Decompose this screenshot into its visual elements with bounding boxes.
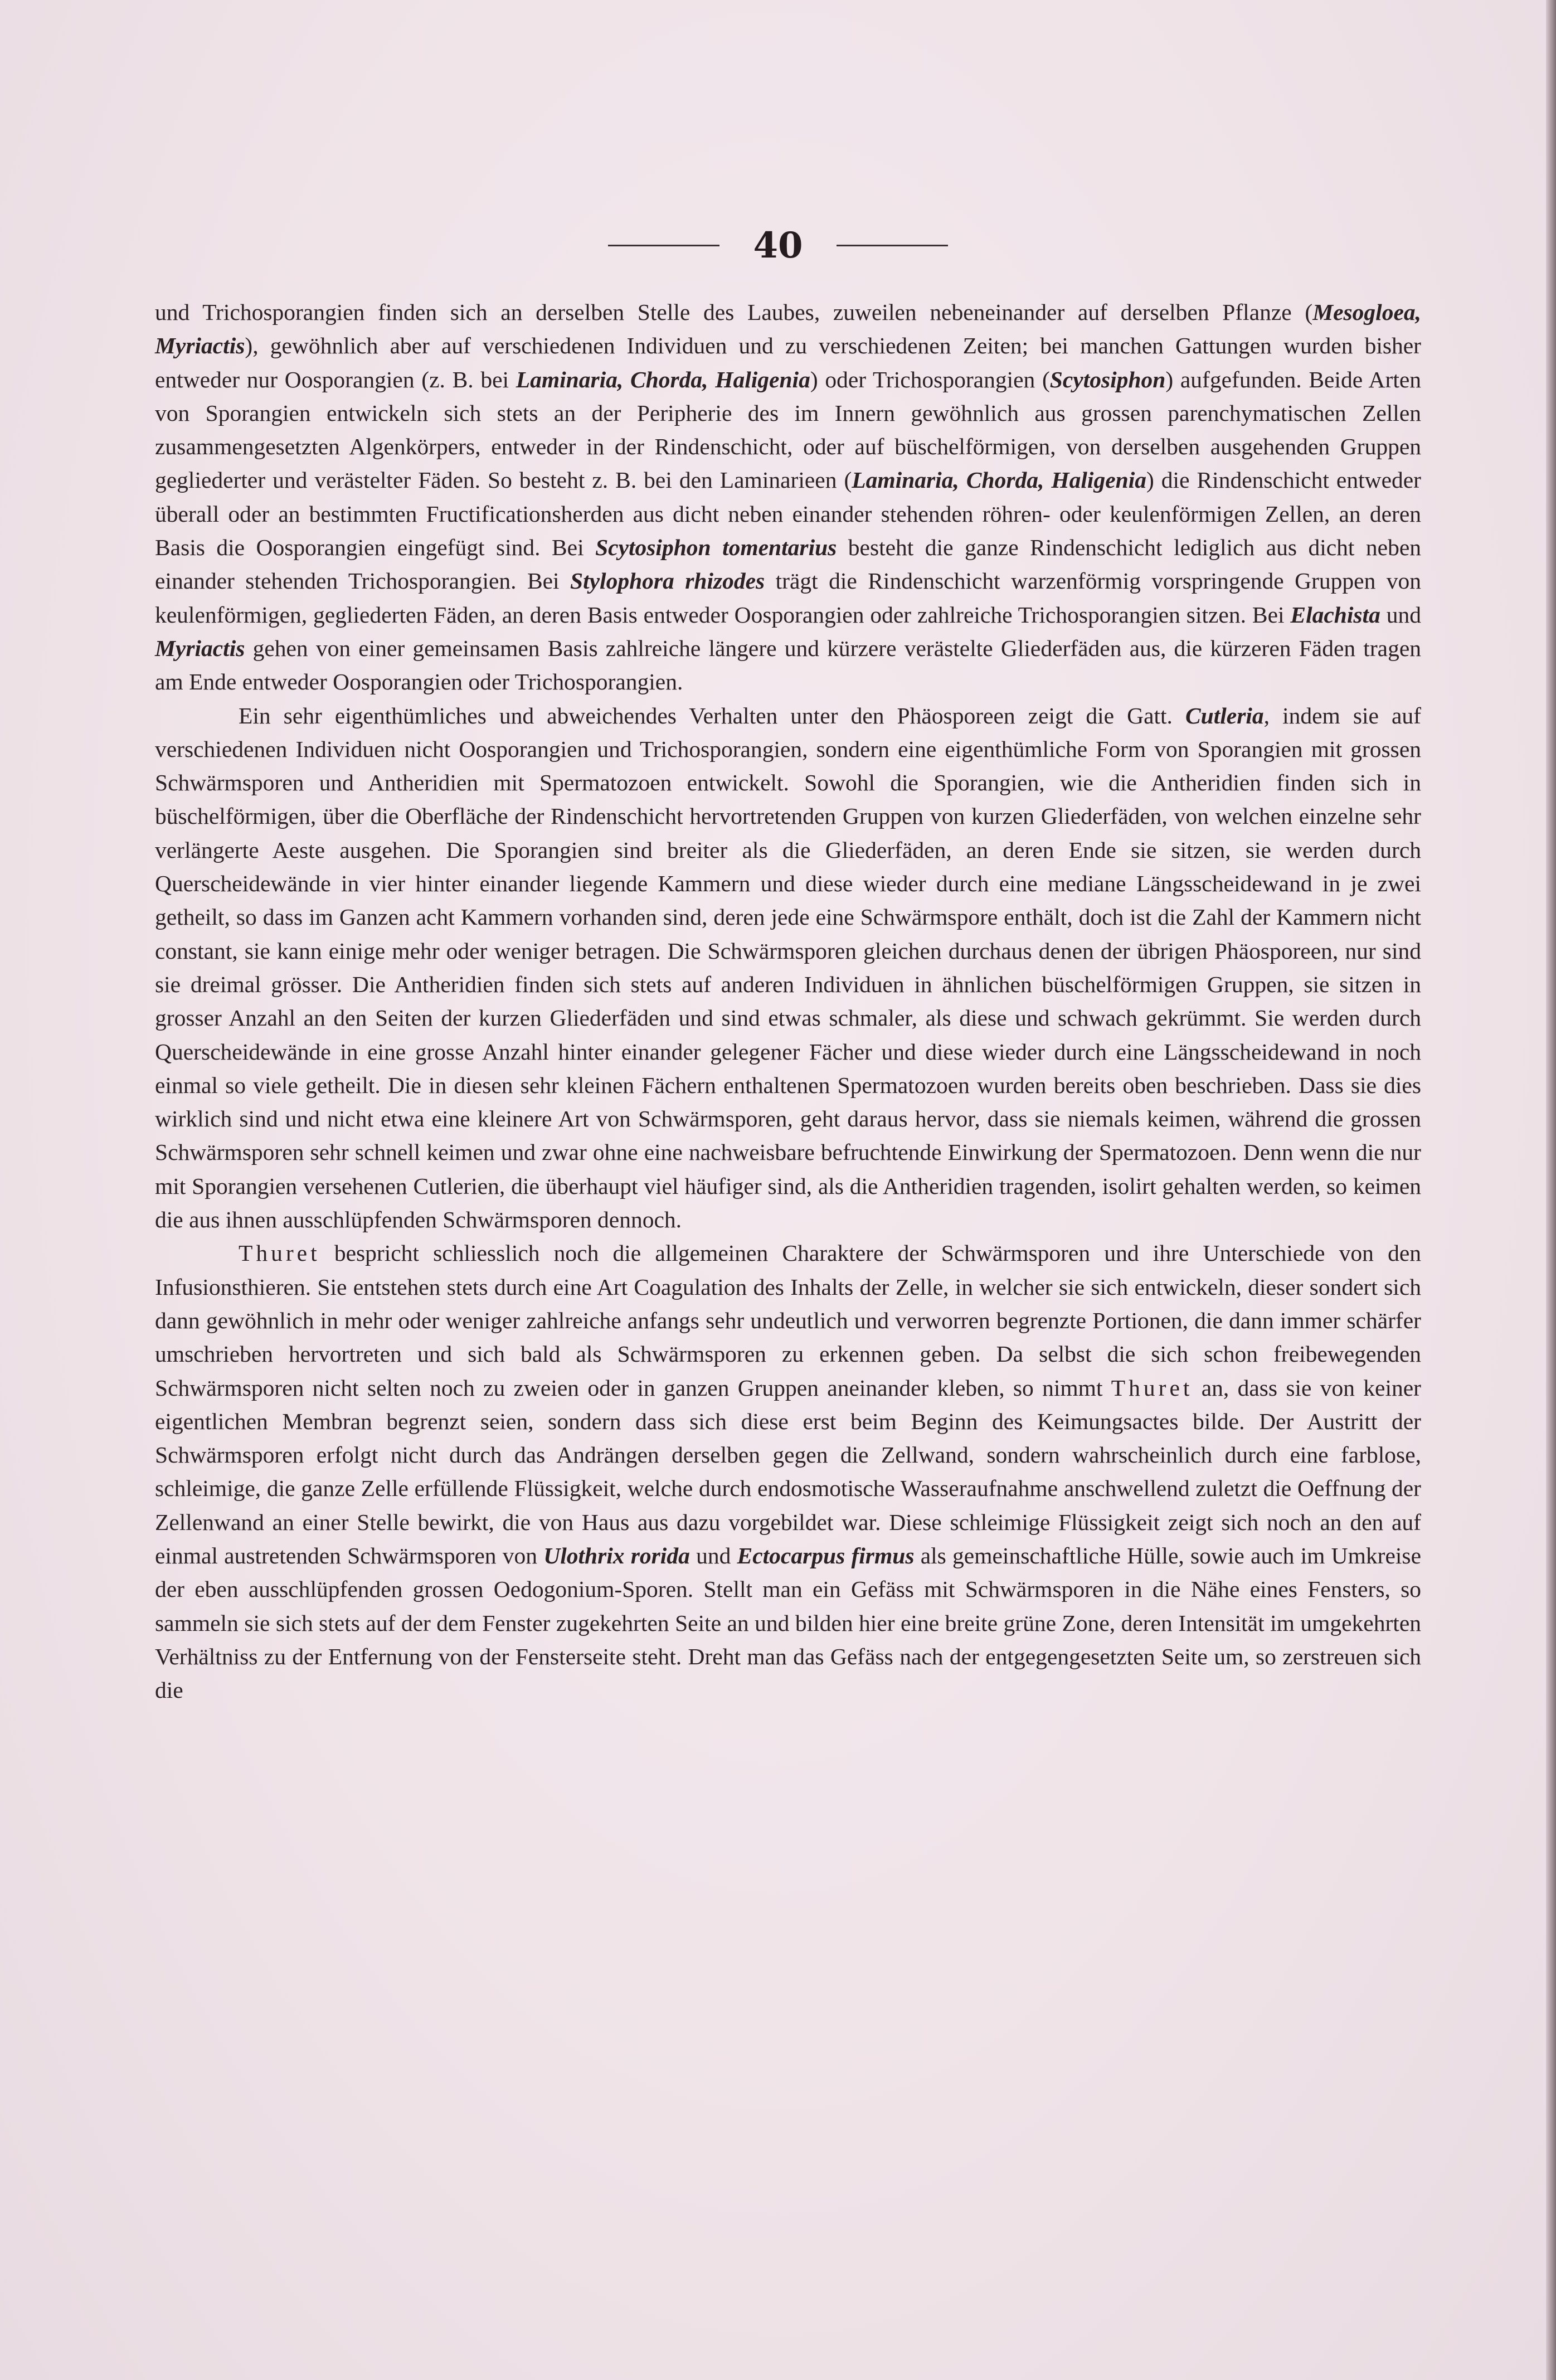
taxon-name: Mesogloea, Myriactis: [155, 299, 1421, 359]
taxon-name: Laminaria, Chorda, Haligenia: [516, 366, 810, 392]
paragraph-2: [155, 699, 1421, 1237]
text-run: ) oder Trichosporangien (: [810, 366, 1050, 392]
text-run: an, dass sie von keiner eigentlichen Membran begrenzt seien, sondern dass sich diese erst beim Beginn des Keimungsactes bilde. Der Austritt der Schwärmsporen erfolgt nicht durch das Andrängen derselben gegen die Zellwand, sondern wahrscheinlich durch eine farblose, schleimige, die ganze Zelle erfüllende Flüssigkeit, welche durch endosmotische Wasseraufnahme anschwellend zuletzt die Oeffnung der Zellenwand an einer Stelle bewirkt, die von Haus aus dazu vorgebildet war. Diese schleimige Flüssigkeit zeigt sich noch an den auf einmal austretenden Schwärmsporen von: [155, 1374, 1421, 1568]
text-run: , indem sie auf verschiedenen Individuen nicht Oosporangien und Trichosporangien, sondern eine eigenthümliche Form von Sporangien mit grossen Schwärmsporen und Antheridien mit Spermatozoen entwickelt. Sowohl die Sporangien, wie die Antheridien finden sich in büschelförmigen, über die Oberfläche der Rindenschicht hervortretenden Gruppen von kurzen Gliederfäden, von welchen einzelne sehr verlängerte Aeste ausgehen. Die Sporangien sind breiter als die Gliederfäden, an deren Ende sie sitzen, sie werden durch Querscheidewände in vier hinter einander liegende Kammern und diese wieder durch eine mediane Längsscheidewand in je zwei getheilt, so dass im Ganzen acht Kammern vorhanden sind, deren jede eine Schwärmspore enthält, doch ist die Zahl der Kammern nicht constant, sie kann einige mehr oder weniger betragen. Die Schwärmsporen gleichen durchaus denen der übrigen Phäosporeen, nur sind sie dreimal grösser. Die Antheridien finden sich stets auf anderen Individuen in ähnlichen büschelförmigen Gruppen, sie sitzen in grosser Anzahl an den Seiten der kurzen Gliederfäden und sind etwas schmaler, als diese und schwach gekrümmt. Sie werden durch Querscheidewände in eine grosse Anzahl hinter einander gelegener Fächer und diese wieder durch eine Längsscheidewand in noch einmal so viele getheilt. Die in diesen sehr kleinen Fächern enthaltenen Spermatozoen wurden bereits oben beschrieben. Dass sie dies wirklich sind und nicht etwa eine kleinere Art von Schwärmsporen, geht daraus hervor, dass sie niemals keimen, während die grossen Schwärmsporen sehr schnell keimen und zwar ohne eine nachweisbare befruchtende Einwirkung der Spermatozoen. Denn wenn die nur mit Sporangien versehenen Cutlerien, die überhaupt viel häufiger sind, als die Antheridien tragenden, isolirt gehalten werden, so keimen die aus ihnen ausschlüpfenden Schwärmsporen dennoch.: [155, 702, 1421, 1233]
text-run: und: [1380, 601, 1421, 628]
taxon-name: Elachista: [1290, 601, 1380, 628]
author-name: Thuret: [1111, 1374, 1193, 1401]
page-number: 40: [753, 224, 803, 266]
author-name: Thuret: [239, 1240, 320, 1266]
text-run: ), gewöhnlich aber auf verschiedenen Individuen und zu verschiedenen Zeiten; bei manchen Gattungen wurden bisher entweder nur Oosporangien (z. B. bei: [155, 333, 1421, 392]
text-run: ) die Rindenschicht entweder überall oder an bestimmten Fructificationsherden aus dicht neben einander stehenden röhren- oder keulenförmigen Zellen, an deren Basis die Oosporangien eingefügt sind. Bei: [155, 467, 1421, 561]
taxon-name: Cutleria: [1185, 702, 1264, 728]
taxon-name: Scytosiphon: [1049, 366, 1166, 392]
taxon-name: Scytosiphon tomentarius: [595, 535, 837, 561]
paragraph-3: [155, 1236, 1421, 1707]
paragraph-1: [155, 295, 1421, 699]
text-run: bespricht schliesslich noch die allgemeinen Charaktere der Schwärmsporen und ihre Unterschiede von den Infusionsthieren. Sie entstehen stets durch eine Art Coagulation des Inhalts der Zelle, in welcher sie sich entwickeln, dieser sondert sich dann gewöhnlich in mehr oder weniger zahlreiche anfangs sehr undeutlich und verworren begrenzte Portionen, die dann immer schärfer umschrieben hervortreten und sich bald als Schwärmsporen zu erkennen geben. Da selbst die sich schon freibewegenden Schwärmsporen nicht selten noch zu zweien oder in ganzen Gruppen aneinander kleben, so nimmt: [155, 1240, 1421, 1401]
text-run: und: [689, 1542, 737, 1568]
taxon-name: Myriactis: [155, 635, 245, 661]
page-edge-shadow: [1546, 0, 1556, 2380]
text-run: und Trichosporangien finden sich an derselben Stelle des Laubes, zuweilen nebeneinander auf derselben Pflanze (: [155, 299, 1313, 325]
text-run: Ein sehr eigenthümliches und abweichendes Verhalten unter den Phäosporeen zeigt die Gatt.: [239, 702, 1185, 728]
taxon-name: Stylophora rhizodes: [570, 568, 765, 594]
taxon-name: Ectocarpus firmus: [737, 1542, 915, 1568]
body-text: [155, 295, 1421, 1707]
text-run: als gemeinschaftliche Hülle, sowie auch im Umkreise der eben ausschlüpfenden grossen Oedogonium-Sporen. Stellt man ein Gefäss mit Schwärmsporen in die Nähe eines Fensters, so sammeln sie sich stets auf der dem Fenster zugekehrten Seite an und bilden hier eine breite grüne Zone, deren Intensität im umgekehrten Verhältniss zu der Entfernung von der Fensterseite steht. Dreht man das Gefäss nach der entgegengesetzten Seite um, so zerstreuen sich die: [155, 1542, 1421, 1703]
header-rule-right: [837, 245, 948, 246]
text-run: besteht die ganze Rindenschicht lediglich aus dicht neben einander stehenden Trichosporangien. Bei: [155, 535, 1421, 594]
page-header: [0, 212, 1556, 279]
text-run: ) aufgefunden. Beide Arten von Sporangien entwickeln sich stets an der Peripherie des im Innern gewöhnlich aus grossen parenchymatischen Zellen zusammengesetzten Algenkörpers, entweder in der Rindenschicht, oder auf büschelförmigen, von derselben ausgehenden Gruppen gegliederter und verästelter Fäden. So besteht z. B. bei den Laminarieen (: [155, 366, 1422, 493]
taxon-name: Ulothrix rorida: [543, 1542, 690, 1568]
header-rule-left: [608, 245, 719, 246]
text-run: gehen von einer gemeinsamen Basis zahlreiche längere und kürzere verästelte Gliederfäden aus, die kürzeren Fäden tragen am Ende entweder Oosporangien oder Trichosporangien.: [155, 635, 1421, 695]
taxon-name: Laminaria, Chorda, Haligenia: [852, 467, 1146, 493]
text-run: trägt die Rindenschicht warzenförmig vorspringende Gruppen von keulenförmigen, gegliederten Fäden, an deren Basis entweder Oosporangien oder zahlreiche Trichosporangien sitzen. Bei: [155, 568, 1421, 628]
